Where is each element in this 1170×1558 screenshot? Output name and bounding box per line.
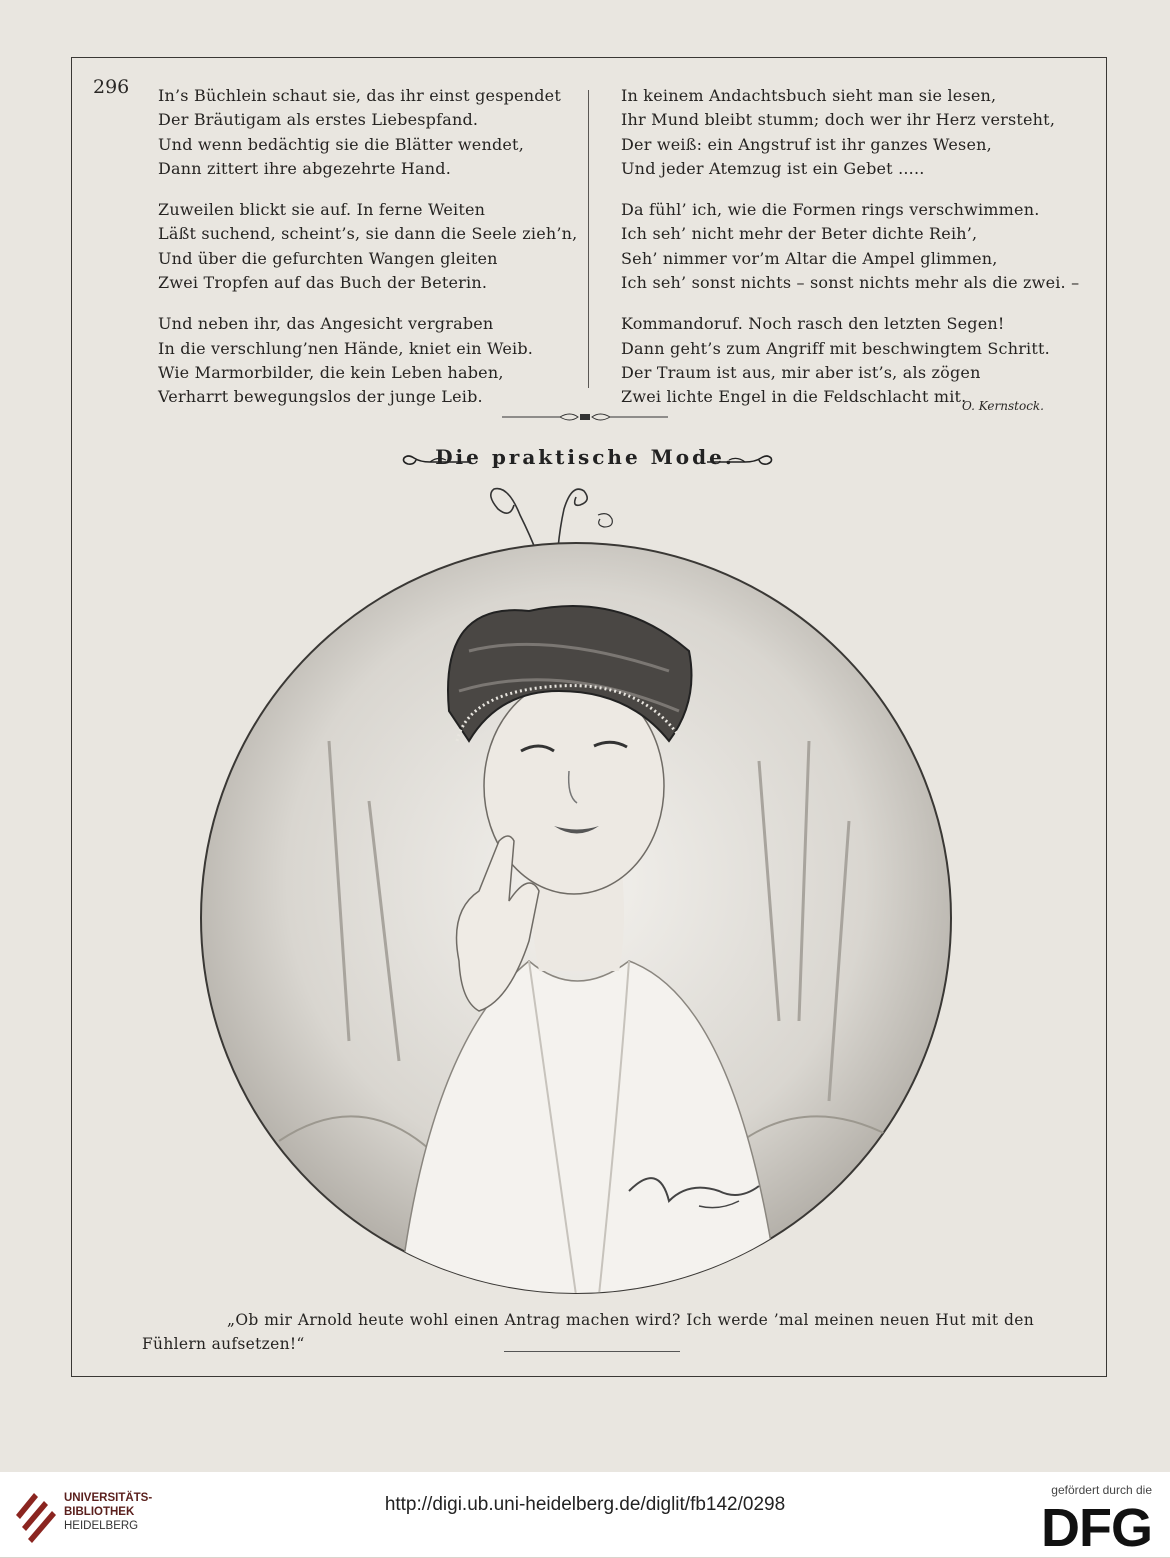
poem-stanza [621,312,1051,409]
page-number: 296 [93,76,130,98]
illustration-caption: „Ob mir Arnold heute wohl einen Antrag machen wird? Ich werde ’mal meinen neuen Hut mit den Fühlern aufsetzen!“ [142,1311,1034,1353]
funded-by-label: gefördert durch die [1051,1483,1152,1497]
caption-rule [504,1351,680,1352]
poem-line: Da fühl’ ich, wie die Formen rings verschwimmen. [621,200,1040,220]
permalink-url[interactable]: http://digi.ub.uni-heidelberg.de/diglit/fb142/0298 [384,1494,786,1515]
dfg-logo: DFG [1041,1498,1152,1558]
section-heading: Die praktische Mode. [435,445,735,469]
library-name-line1: UNIVERSITÄTS- [64,1492,153,1504]
poem-right-column [621,84,1080,427]
poem-line: Ich seh’ nicht mehr der Beter dichte Reih’, [621,224,978,244]
poem-line: Wie Marmorbilder, die kein Leben haben, [158,362,504,382]
poem-line: Seh’ nimmer vor’m Altar die Ampel glimmen, [621,248,998,268]
poem-line: Dann zittert ihre abgezehrte Hand. [158,158,451,178]
portrait-illustration [199,541,953,1295]
library-name-line2: BIBLIOTHEK [64,1506,135,1518]
poem-stanza [621,84,1056,181]
poem-line: Und neben ihr, das Angesicht vergraben [158,314,494,334]
poem-line: In keinem Andachtsbuch sieht man sie lesen, [621,86,997,105]
poem-line: Der Bräutigam als erstes Liebespfand. [158,110,479,130]
poem-line: Verharrt bewegungslos der junge Leib. [158,387,483,407]
heading-ornament-right-icon [705,450,775,470]
poem-line: Zwei lichte Engel in die Feldschlacht mit. [621,387,967,407]
poem-line: In die verschlung’nen Hände, kniet ein Weib. [158,338,534,358]
poem-line: Läßt suchend, scheint’s, sie dann die Seele zieh’n, [158,224,578,244]
column-divider [588,90,589,388]
poem-stanza [158,198,578,295]
poem-stanza [621,198,1080,295]
author-signature: O. Kernstock. [962,399,1044,413]
poem-line: Und wenn bedächtig sie die Blätter wendet, [158,134,524,154]
poem-stanza [158,312,578,409]
poem-line: Ihr Mund bleibt stumm; doch wer ihr Herz versteht, [621,110,1056,130]
poem-line: Ich seh’ sonst nichts – sonst nichts mehr als die zwei. – [621,273,1080,293]
poem-line: In’s Büchlein schaut sie, das ihr einst gespendet [158,86,561,105]
poem-left-column [158,84,578,427]
library-name-line3: HEIDELBERG [64,1520,139,1532]
poem-stanza [158,84,578,181]
poem-line: Und jeder Atemzug ist ein Gebet ..... [621,158,925,178]
ornament-divider-icon [500,410,670,424]
poem-line: Der weiß: ein Angstruf ist ihr ganzes Wesen, [621,134,992,154]
poem-line: Kommandoruf. Noch rasch den letzten Segen! [621,314,1005,334]
poem-line: Und über die gefurchten Wangen gleiten [158,248,498,268]
poem-line: Dann geht’s zum Angriff mit beschwingtem Schritt. [621,338,1050,358]
poem-line: Zwei Tropfen auf das Buch der Beterin. [158,273,488,293]
poem-line: Zuweilen blickt sie auf. In ferne Weiten [158,200,486,220]
poem-line: Der Traum ist aus, mir aber ist’s, als zögen [621,362,981,382]
